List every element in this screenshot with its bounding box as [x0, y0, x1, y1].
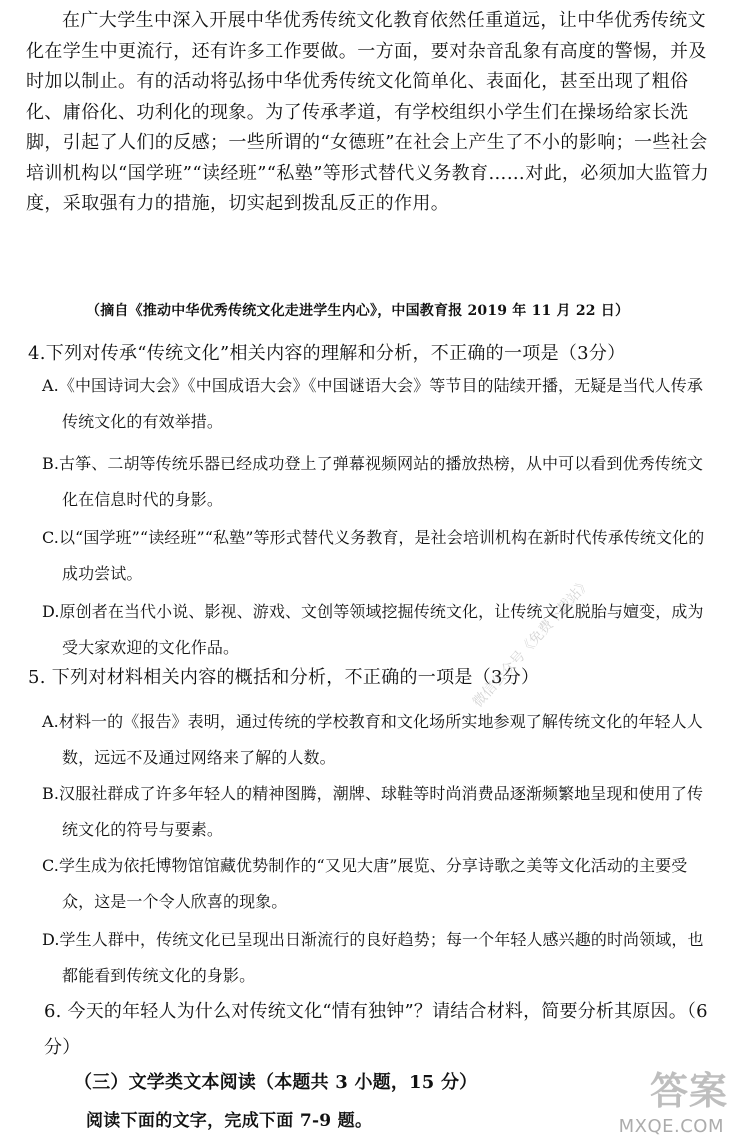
section-three-heading: （三）文学类文本阅读（本题共 3 小题，15 分）: [74, 1072, 478, 1093]
question-4-option-d: [42, 594, 716, 666]
question-5-option-a: [42, 704, 716, 776]
bottom-watermark: [548, 1061, 728, 1139]
question-4-option-b-text: B.古筝、二胡等传统乐器已经成功登上了弹幕视频网站的播放热榜，从中可以看到优秀传统文化在信息时代的身影。: [42, 454, 704, 509]
question-5-option-c-text: C.学生成为依托博物馆馆藏优势制作的“又见大唐”展览、分享诗歌之美等文化活动的主要受众，这是一个令人欣喜的现象。: [42, 856, 688, 911]
question-4-option-b: [42, 446, 716, 518]
question-4-title: 4.下列对传承“传统文化”相关内容的理解和分析，不正确的一项是（3分）: [28, 343, 626, 364]
reading-instruction: 阅读下面的文字，完成下面 7-9 题。: [86, 1111, 373, 1131]
question-5-option-b-text: B.汉服社群成了许多年轻人的精神图腾，潮牌、球鞋等时尚消费品逐渐频繁地呈现和使用了传统文化的符号与要素。: [42, 784, 704, 839]
question-5-option-c: [42, 848, 716, 920]
diagonal-watermark: 微信公众号《免费下载站》: [470, 575, 595, 711]
question-5-option-a-text: A.材料一的《报告》表明，通过传统的学校教育和文化场所实地参观了解传统文化的年轻人人数，远远不及通过网络来了解的人数。: [42, 712, 703, 767]
question-4-option-a: [42, 368, 716, 440]
question-4-option-c: [42, 520, 716, 592]
passage-paragraph: 在广大学生中深入开展中华优秀传统文化教育依然任重道远，让中华优秀传统文化在学生中更流行，还有许多工作要做。一方面，要对杂音乱象有高度的警惕，并及时加以制止。有的活动将弘扬中华优秀传统文化简单化、表面化，甚至出现了粗俗化、庸俗化、功利化的现象。为了传承孝道，有学校组织小学生们在操场给家长洗脚，引起了人们的反感；一些所谓的“女德班”在社会上产生了不小的影响；一些社会培训机构以“国学班”“读经班”“私塾”等形式替代义务教育……对此，必须加大监管力度，采取强有力的措施，切实起到拨乱反正的作用。: [26, 10, 710, 214]
bottom-watermark-site: MXQE.COM: [618, 1116, 724, 1137]
question-5-title: 5. 下列对材料相关内容的概括和分析，不正确的一项是（3分）: [28, 667, 540, 688]
question-5-option-b: [42, 776, 716, 848]
bottom-watermark-logo: 答案: [649, 1069, 728, 1113]
question-4-option-c-text: C.以“国学班”“读经班”“私塾”等形式替代义务教育，是社会培训机构在新时代传承传统文化的成功尝试。: [42, 528, 705, 583]
question-6: 6. 今天的年轻人为什么对传统文化“情有独钟”？请结合材料，简要分析其原因。（6分）: [44, 1001, 708, 1058]
passage-source: （摘自《推动中华优秀传统文化走进学生内心》，中国教育报 2019 年 11 月 22 日）: [86, 303, 630, 319]
question-5-option-d: [42, 922, 716, 994]
question-4-option-a-text: A.《中国诗词大会》《中国成语大会》《中国谜语大会》等节目的陆续开播，无疑是当代人传承传统文化的有效举措。: [42, 376, 703, 431]
question-5-option-d-text: D.学生人群中，传统文化已呈现出日渐流行的良好趋势；每一个年轻人感兴趣的时尚领域，也都能看到传统文化的身影。: [42, 930, 704, 985]
question-4-option-d-text: D.原创者在当代小说、影视、游戏、文创等领域挖掘传统文化，让传统文化脱胎与嬗变，成为受大家欢迎的文化作品。: [42, 602, 704, 657]
